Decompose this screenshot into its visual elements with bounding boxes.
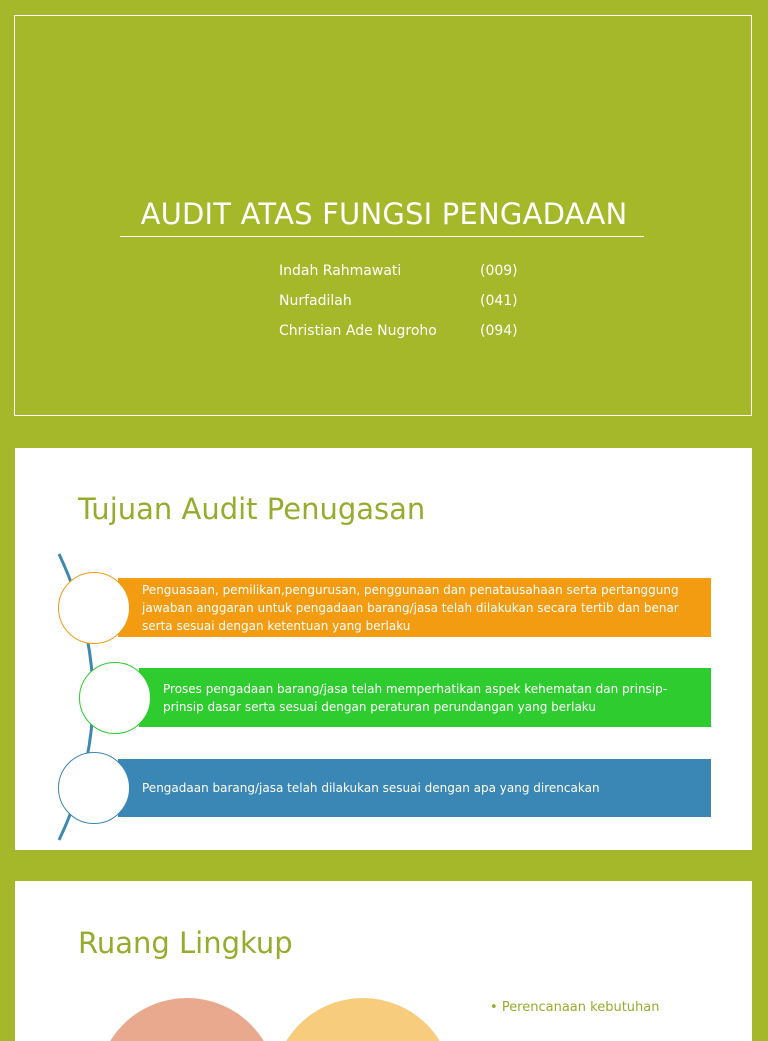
author-number: (009): [480, 263, 518, 279]
slide-heading: Ruang Lingkup: [78, 926, 293, 960]
author-row: [279, 263, 539, 285]
objective-circle: [58, 572, 130, 644]
author-name: Christian Ade Nugroho: [279, 323, 437, 339]
author-name: Indah Rahmawati: [279, 263, 402, 279]
title-underline: [120, 236, 644, 237]
scope-bullet-list: [490, 997, 659, 1019]
author-number: (041): [480, 293, 518, 309]
title-slide: [0, 0, 768, 432]
scope-bullet: • Perencanaan kebutuhan: [490, 997, 659, 1019]
author-row: [279, 293, 539, 315]
objective-circle: [58, 752, 130, 824]
objective-bar: [139, 668, 711, 727]
author-name: Nurfadilah: [279, 293, 352, 309]
objective-bar: [118, 759, 711, 817]
scope-slide: [15, 881, 752, 1041]
venn-circle-left: [97, 998, 277, 1041]
presentation-title: AUDIT ATAS FUNGSI PENGADAAN: [140, 197, 628, 231]
slide-heading: Tujuan Audit Penugasan: [78, 492, 426, 526]
author-number: (094): [480, 323, 518, 339]
objective-text: Pengadaan barang/jasa telah dilakukan sesuai dengan apa yang direncakan: [142, 781, 600, 795]
author-row: [279, 323, 539, 345]
venn-circle-right: [273, 998, 453, 1041]
objective-bar: [118, 578, 711, 637]
objective-text: Penguasaan, pemilikan,pengurusan, penggunaan dan penatausahaan serta pertanggung jawaban anggaran untuk pengadaan barang/jasa telah dilakukan secara tertib dan benar serta sesuai dengan ketentuan yang berlaku: [142, 582, 679, 633]
objective-circle: [79, 662, 151, 734]
objective-text: Proses pengadaan barang/jasa telah memperhatikan aspek kehematan dan prinsip-prinsip dasar serta sesuai dengan peraturan perundangan yang berlaku: [163, 681, 668, 714]
objectives-slide: [15, 448, 752, 850]
